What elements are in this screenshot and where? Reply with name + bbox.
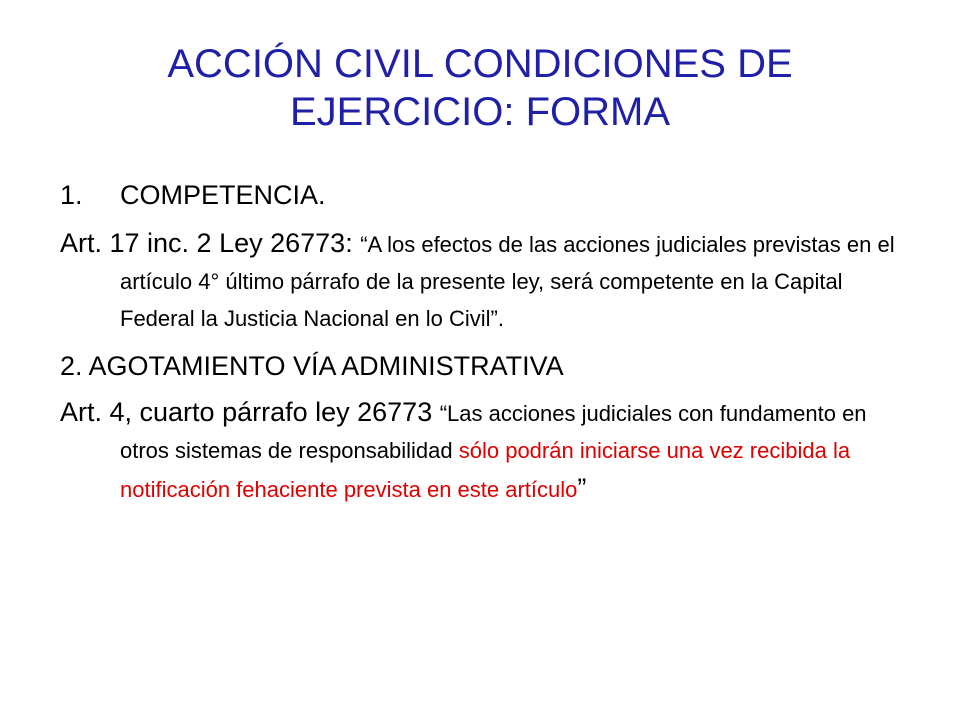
item-competencia xyxy=(60,178,910,212)
slide-body xyxy=(60,178,910,520)
article-17-text: “A los efectos de las acciones judiciales previstas en el artículo 4° último párrafo de la presente ley, será competente en la Capital Federal la Justicia Nacional en lo Civil”. xyxy=(120,232,895,331)
article-4-text: “Las acciones judiciales con fundamento en otros sistemas de responsabilidad xyxy=(120,401,867,463)
item-agotamiento xyxy=(60,349,910,383)
article-4-closing-quote: ” xyxy=(577,473,587,503)
slide-title xyxy=(60,40,900,136)
article-17-lead: Art. 17 inc. 2 Ley 26773: xyxy=(60,228,361,258)
item-number: 1. xyxy=(60,180,83,210)
title-line-2: EJERCICIO: FORMA xyxy=(289,90,671,134)
item-label: COMPETENCIA. xyxy=(120,180,326,210)
title-line-1: ACCIÓN CIVIL CONDICIONES DE xyxy=(167,42,793,86)
article-17-paragraph xyxy=(60,226,910,339)
item-label: 2. AGOTAMIENTO VÍA ADMINISTRATIVA xyxy=(60,351,564,381)
article-4-highlight: sólo podrán iniciarse una vez recibida la notificación fehaciente prevista en este artículo xyxy=(120,438,851,502)
article-4-lead: Art. 4, cuarto párrafo ley 26773 xyxy=(60,397,440,427)
article-4-paragraph xyxy=(60,395,910,510)
